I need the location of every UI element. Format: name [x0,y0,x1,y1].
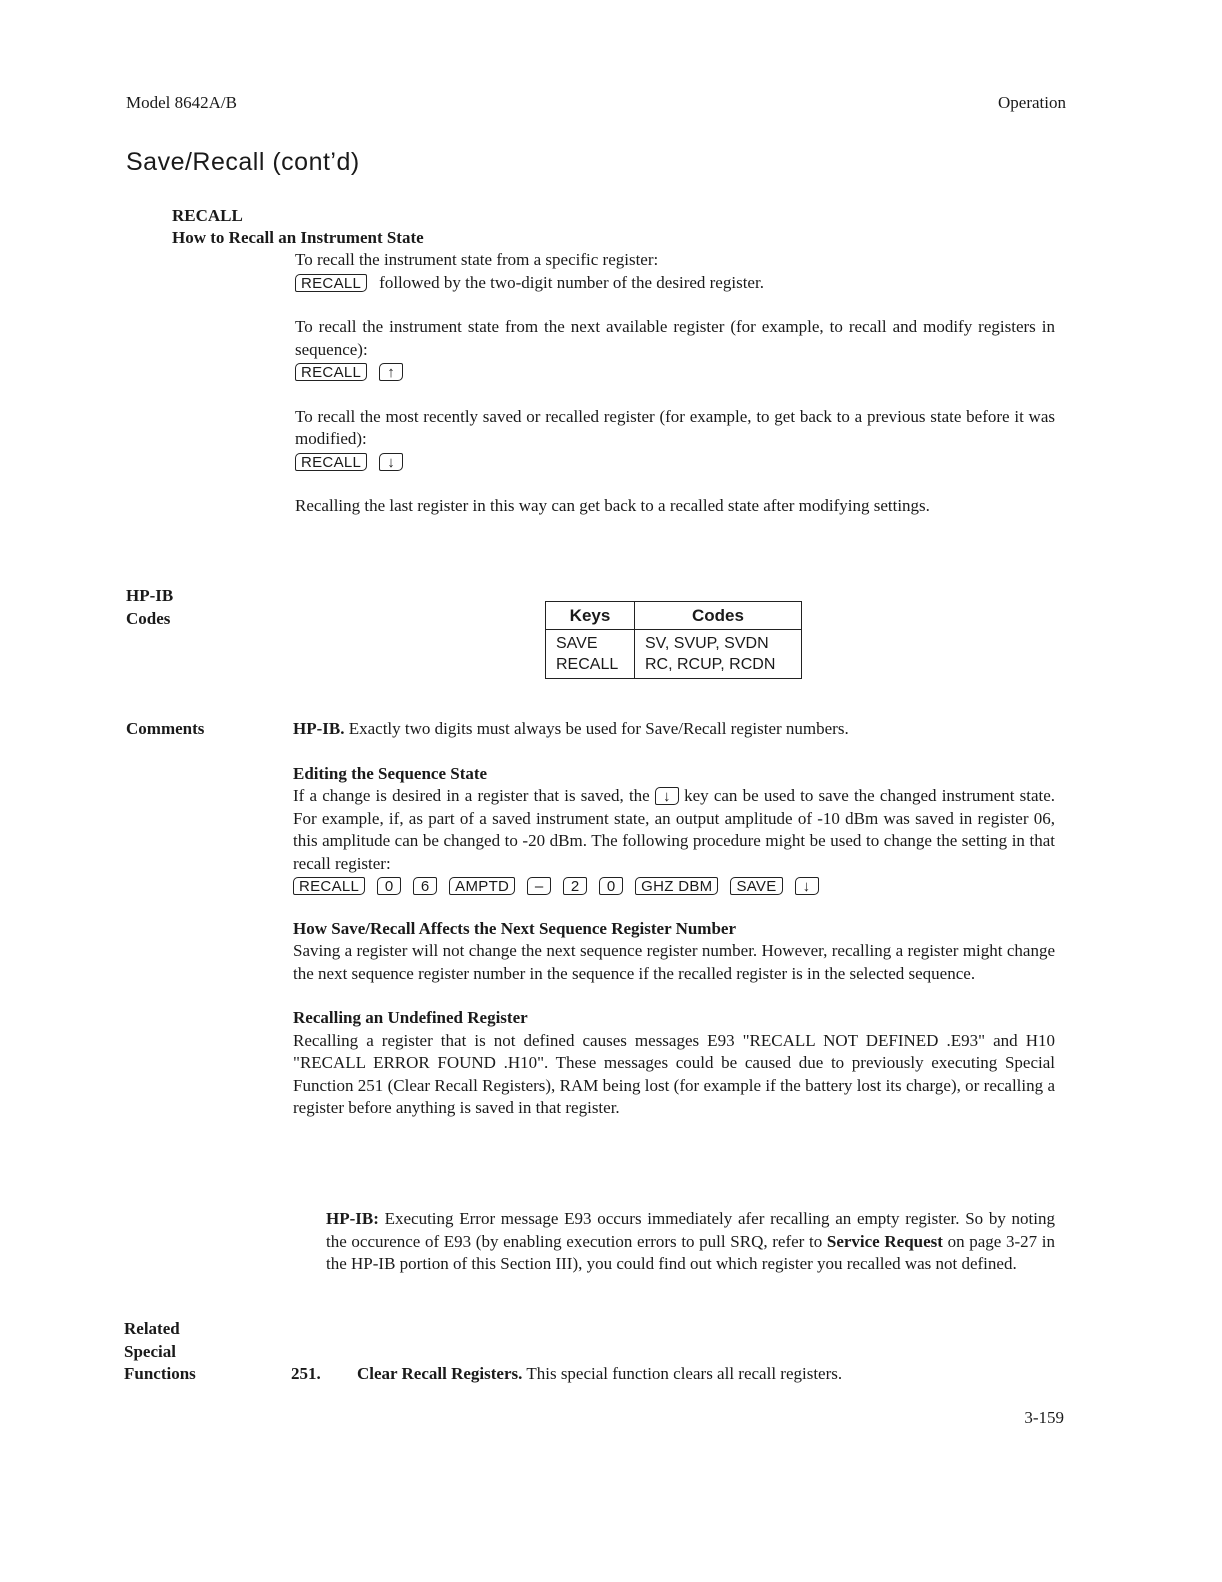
hpib-label-line1: HP-IB [126,586,174,605]
hpib-note-lead: HP-IB: [326,1209,379,1228]
related-label-line3: Functions [124,1364,196,1383]
recall-p4: Recalling the last register in this way can get back to a recalled state after modifying settings. [295,496,930,515]
save-key: SAVE [730,877,782,895]
table-cell-key: RECALL [546,654,635,679]
related-label-line2: Special [124,1341,176,1361]
digit-0-key: 0 [599,877,623,895]
header-section: Operation [998,93,1066,112]
related-text: This special function clears all recall registers. [526,1364,843,1383]
table-row [546,630,802,655]
down-arrow-key: ↓ [379,453,403,471]
recall-p3: To recall the most recently saved or recalled register (for example, to get back to a previous state before it was modified): [295,406,1055,448]
table-row [546,654,802,679]
digit-6-key: 6 [413,877,437,895]
recall-p2: To recall the instrument state from the next available register (for example, to recall and modify registers in sequence): [295,317,1055,359]
recall-key: RECALL [295,274,367,292]
recall-key: RECALL [293,877,365,895]
related-function [291,1363,1061,1386]
minus-key: – [527,877,551,895]
editing-text [293,785,1055,875]
editing-text-b: key can be used to save the changed instrument state. For example, if, as part of a saved instrument state, an output amplitude of -10 dBm was saved in register 06, this amplitude can be changed to -20 dBm. The following procedure might be used to change the setting in that recall register: [293,786,1056,873]
recall-subheading: How to Recall an Instrument State [172,228,424,247]
digit-0-key: 0 [377,877,401,895]
hpib-note-bold: Service Request [826,1231,943,1251]
undefined-text: Recalling a register that is not defined causes messages E93 "RECALL NOT DEFINED .E93" and H10 "RECALL ERROR FOUND .H10". These messages could be caused due to previously executing Special Function 251 (Clear Recall Registers), RAM being lost (for example if the battery lost its charge), or recalling a register before anything is saved in that register. [293,1030,1055,1117]
hpib-note-b: on page 3-27 in the HP-IB portion of this Section III), you could find out which register you recalled was not defined. [326,1231,1055,1273]
hpib-codes-table [545,601,802,679]
related-label [124,1318,196,1386]
hpib-note-text [326,1208,1055,1276]
table-cell-code: SV, SVUP, SVDN [635,630,802,655]
digit-2-key: 2 [563,877,587,895]
recall-key: RECALL [295,453,367,471]
amptd-key: AMPTD [449,877,515,895]
table-cell-key: SAVE [546,630,635,655]
hpib-label-line2: Codes [126,608,171,628]
editing-title: Editing the Sequence State [293,763,488,783]
table-header-row [546,602,802,630]
related-label-line1: Related [124,1319,180,1338]
hpib-codes-label [126,585,173,630]
recall-heading: RECALL [172,206,243,225]
related-name: Clear Recall Registers. [357,1364,523,1383]
hpib-note-a: Executing Error message E93 occurs immediately afer recalling an empty register. So by noting the occurence of E93 (by enabling execution errors to pull SRQ, refer to [326,1209,1056,1251]
recall-p2-keys [295,361,1055,384]
down-arrow-key: ↓ [795,877,819,895]
affects-title: How Save/Recall Affects the Next Sequence Register Number [293,918,737,938]
down-arrow-key: ↓ [655,787,679,805]
header-model: Model 8642A/B [126,93,237,112]
page-number: 3-159 [1024,1408,1064,1427]
comments-hpib [293,718,1055,741]
editing-key-sequence [293,875,1055,898]
recall-p1-line2 [295,272,1055,295]
table-header-keys: Keys [546,602,635,630]
table-cell-code: RC, RCUP, RCDN [635,654,802,679]
table-header-codes: Codes [635,602,802,630]
comments-body [293,718,1055,1120]
comments-hpib-text: Exactly two digits must always be used for Save/Recall register numbers. [348,719,849,738]
recall-key: RECALL [295,363,367,381]
page-title: Save/Recall (cont’d) [126,148,360,176]
affects-text: Saving a register will not change the next sequence register number. However, recalling a register might change the next sequence register number in the sequence if the recalled register is in the selected sequence. [293,941,1055,983]
recall-p3-keys [295,451,1055,474]
ghz-dbm-key: GHZ DBM [635,877,718,895]
comments-hpib-lead: HP-IB. [293,719,345,738]
recall-body [295,249,1055,518]
hpib-note [326,1208,1055,1276]
up-arrow-key: ↑ [379,363,403,381]
recall-p1: To recall the instrument state from a specific register: [295,250,659,269]
comments-label: Comments [126,719,205,738]
undefined-title: Recalling an Undefined Register [293,1008,528,1027]
related-number: 251. [291,1364,321,1383]
recall-p1-tail: followed by the two-digit number of the desired register. [379,272,764,292]
editing-text-a: If a change is desired in a register that is saved, the [293,786,650,805]
